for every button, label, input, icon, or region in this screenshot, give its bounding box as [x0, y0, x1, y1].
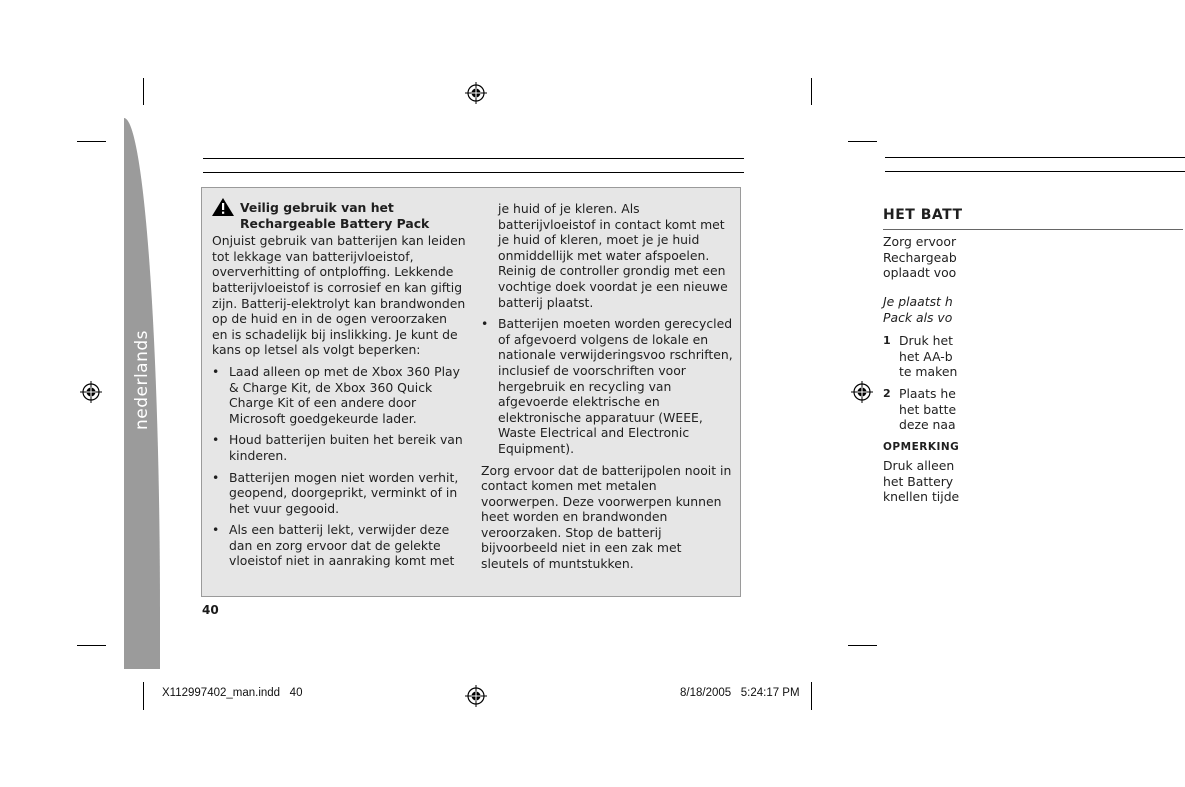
- footer-timestamp: 8/18/2005 5:24:17 PM: [680, 687, 800, 699]
- next-page-fragment: [883, 150, 963, 530]
- text-line: deze naa: [899, 417, 956, 433]
- text-line: het batte: [899, 401, 957, 417]
- crop-mark: [848, 141, 877, 142]
- warning-closing: Zorg ervoor dat de batterijpolen nooit in contact komen met metalen voorwerpen. Deze voorwerpen kunnen heet worden en brandwonden veroorzaken. Stop de batterij bijvoorbeeld niet in een zak met sleutels of muntstukken.: [481, 462, 732, 572]
- list-item: • Laad alleen op met de Xbox 360 Play & Charge Kit, de Xbox 360 Quick Charge Kit of een andere door Microsoft goedgekeurde lader.: [212, 364, 466, 426]
- header-rule: [203, 158, 744, 159]
- next-page-italic: [883, 294, 953, 325]
- next-page-step: [883, 333, 957, 380]
- warning-title: [212, 200, 466, 231]
- list-item: • Batterijen mogen niet worden verhit, geopend, doorgeprikt, verminkt of in het vuur gegooid.: [212, 470, 466, 517]
- header-rule: [885, 171, 1185, 172]
- warning-continuation: je huid of je kleren. Als batterijvloeistof in contact komt met je huid of kleren, moet je je huid onmiddellijk met water afspoelen. Reinig de controller grondig met een vochtige doek voordat je een nieuwe batterij plaatst.: [498, 201, 728, 310]
- crop-mark: [77, 141, 106, 142]
- crop-mark: [143, 682, 144, 710]
- text-line: Je plaatst h: [883, 294, 953, 309]
- warning-left-column: [212, 200, 466, 569]
- registration-mark-icon: [465, 82, 487, 104]
- next-page-intro: [883, 234, 957, 281]
- crop-mark: [143, 78, 144, 105]
- text-line: oplaadt voo: [883, 265, 957, 281]
- next-page-note-label: OPMERKING: [883, 441, 960, 453]
- crop-mark: [77, 645, 106, 646]
- text-line: Rechargeab: [883, 249, 957, 265]
- next-page-step: [883, 386, 956, 433]
- step-number: 1: [883, 334, 891, 347]
- text-line: het AA-b: [899, 348, 953, 364]
- warning-bullets-left: [212, 364, 466, 569]
- text-line: Zorg ervoor: [883, 234, 957, 249]
- header-rule: [885, 157, 1185, 158]
- text-line: Druk het: [899, 333, 953, 348]
- text-line: Plaats he: [899, 386, 956, 401]
- warning-title-line2: Rechargeable Battery Pack: [240, 215, 430, 231]
- crop-mark: [811, 78, 812, 105]
- heading-rule: [883, 229, 1183, 230]
- side-tab-label: nederlands: [132, 329, 152, 431]
- warning-triangle-icon: [212, 198, 234, 216]
- registration-mark-icon: [851, 381, 873, 403]
- list-item: • Houd batterijen buiten het bereik van kinderen.: [212, 432, 466, 463]
- text-line: te maken: [899, 364, 958, 380]
- next-page-note: [883, 458, 959, 505]
- next-page-heading: HET BATT: [883, 207, 963, 223]
- text-line: Druk alleen: [883, 458, 955, 473]
- warning-title-line1: Veilig gebruik van het: [240, 200, 394, 215]
- registration-mark-icon: [80, 381, 102, 403]
- text-line: Pack als vo: [883, 309, 953, 325]
- header-rule: [203, 172, 744, 173]
- step-number: 2: [883, 387, 891, 400]
- warning-intro: Onjuist gebruik van batterijen kan leiden tot lekkage van batterijvloeistof, oververhitting of ontploffing. Lekkende batterijvloeistof is corrosief en kan giftig zijn. Batterij-elektrolyt kan brandwonden op de huid en in de ogen veroorzaken en is schadelijk bij inslikking. Je kunt de kans op letsel als volgt beperken:: [212, 233, 466, 358]
- page-number: 40: [202, 603, 219, 617]
- text-line: het Battery: [883, 473, 954, 489]
- warning-right-column: [481, 201, 733, 572]
- warning-bullets-right: [481, 316, 733, 456]
- registration-mark-icon: [465, 685, 487, 707]
- footer-filename: X112997402_man.indd 40: [162, 687, 303, 699]
- crop-mark: [811, 682, 812, 710]
- crop-mark: [848, 645, 877, 646]
- list-item: • Als een batterij lekt, verwijder deze dan en zorg ervoor dat de gelekte vloeistof niet in aanraking komt met: [212, 522, 466, 569]
- list-item: • Batterijen moeten worden gerecycled of afgevoerd volgens de lokale en nationale verwijderingsvoo rschriften, inclusief de voorschriften voor hergebruik en recycling van afgevoerde elektrische en elektronische apparatuur (WEEE, Waste Electrical and Electronic Equipment).: [481, 316, 733, 456]
- text-line: knellen tijde: [883, 489, 960, 505]
